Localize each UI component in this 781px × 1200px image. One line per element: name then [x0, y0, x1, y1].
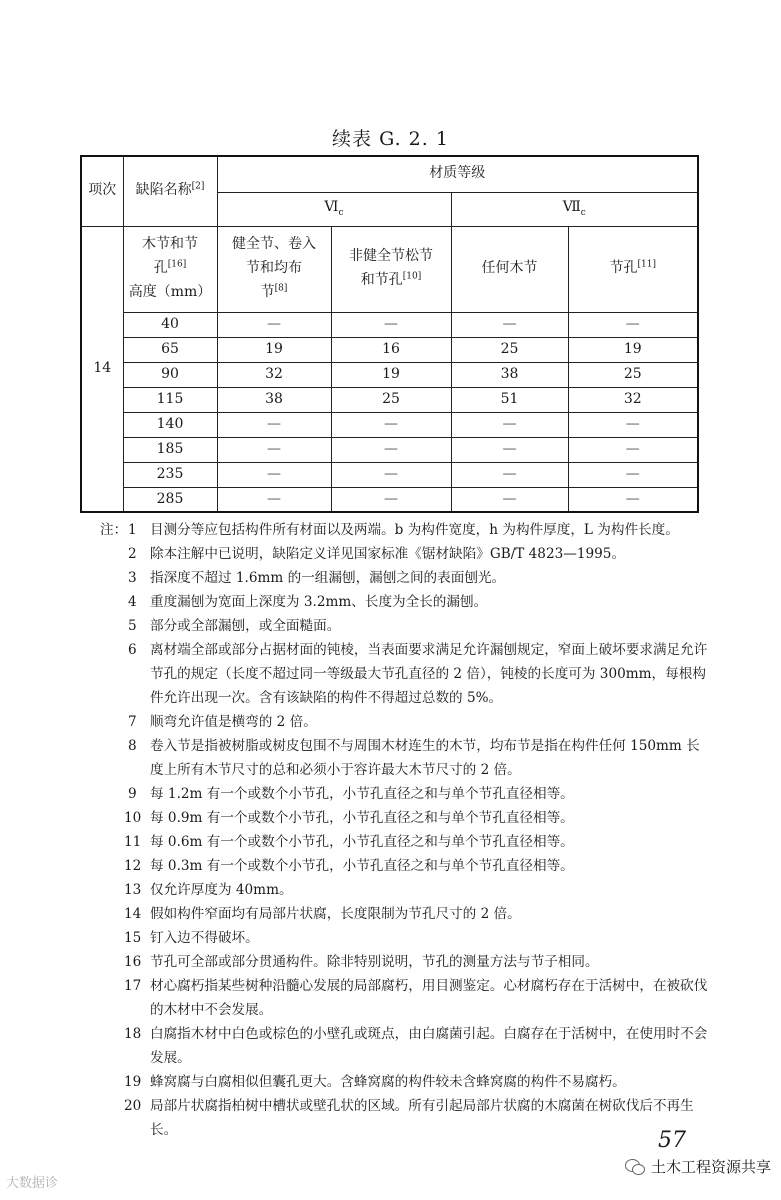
table-row — [81, 312, 698, 337]
note-item: 2 除本注解中已说明，缺陷定义详见国家标准《锯材缺陷》GB/T 4823—1995。 — [128, 546, 626, 562]
value-cell: — — [451, 312, 568, 337]
watermark-text: 土木工程资源共享 — [650, 1158, 771, 1176]
note-item: 14 假如构件窄面均有局部片状腐，长度限制为节孔尺寸的 2 倍。 — [124, 906, 521, 922]
page-number: 57 — [658, 1128, 686, 1153]
value-cell: — — [331, 462, 451, 487]
value-cell: 25 — [331, 387, 451, 412]
height-cell: 65 — [123, 337, 217, 362]
header-any-knot: 任何木节 — [451, 226, 568, 312]
value-cell: — — [451, 487, 568, 512]
value-cell: — — [568, 412, 698, 437]
header-defect: 缺陷名称[2] — [123, 156, 217, 226]
watermark-right — [625, 1156, 771, 1177]
value-cell: 19 — [331, 362, 451, 387]
note-item: 16 节孔可全部或部分贯通构件。除非特别说明，节孔的测量方法与节子相同。 — [124, 954, 599, 970]
height-cell: 115 — [123, 387, 217, 412]
header-material-grade: 材质等级 — [217, 156, 698, 192]
value-cell: — — [217, 412, 331, 437]
wechat-icon — [625, 1159, 645, 1175]
value-cell: — — [451, 462, 568, 487]
header-grade-vi: $Ⅵ_c$ — [217, 192, 451, 226]
value-cell: 16 — [331, 337, 451, 362]
value-cell: — — [568, 437, 698, 462]
value-cell: — — [331, 437, 451, 462]
note-item: 10 每 0.9m 有一个或数个小节孔，小节孔直径之和与单个节孔直径相等。 — [124, 810, 574, 826]
value-cell: 32 — [568, 387, 698, 412]
note-item: 注： 1 目测分等应包括构件所有材面以及两端。b 为构件宽度，h 为构件厚度，L 为构件长度。 — [100, 518, 710, 542]
value-cell: 51 — [451, 387, 568, 412]
value-cell: — — [568, 462, 698, 487]
header-unsound-knot: 非健全节松节 和节孔[10] — [331, 226, 451, 312]
height-cell: 90 — [123, 362, 217, 387]
value-cell: 38 — [217, 387, 331, 412]
value-cell: — — [217, 437, 331, 462]
value-cell: 19 — [568, 337, 698, 362]
value-cell: — — [451, 412, 568, 437]
note-item: 8 卷入节是指被树脂或树皮包围不与周围木材连生的木节，均布节是指在构件任何 150mm 长度上所有木节尺寸的总和必须小于容许最大木节尺寸的 2 倍。 — [128, 738, 700, 778]
note-item: 20 局部片状腐指柏树中槽状或壁孔状的区域。所有引起局部片状腐的木腐菌在树砍伐后不再生长。 — [124, 1098, 694, 1138]
note-item: 17 材心腐朽指某些树种沿髓心发展的局部腐朽，用目测鉴定。心材腐朽存在于活树中，在被砍伐的木材中不会发展。 — [124, 978, 708, 1018]
value-cell: — — [217, 487, 331, 512]
table-row — [81, 387, 698, 412]
note-item: 18 白腐指木材中白色或棕色的小壁孔或斑点，由白腐菌引起。白腐存在于活树中，在使用时不会发展。 — [124, 1026, 708, 1066]
value-cell: 19 — [217, 337, 331, 362]
defect-grade-table — [80, 155, 699, 513]
value-cell: — — [217, 462, 331, 487]
value-cell: — — [568, 312, 698, 337]
value-cell: — — [331, 312, 451, 337]
value-cell: 38 — [451, 362, 568, 387]
height-cell: 235 — [123, 462, 217, 487]
height-cell: 285 — [123, 487, 217, 512]
height-cell: 40 — [123, 312, 217, 337]
table-row — [81, 337, 698, 362]
table-caption: 续表 G. 2. 1 — [332, 128, 449, 150]
table-row — [81, 412, 698, 437]
note-item: 11 每 0.6m 有一个或数个小节孔，小节孔直径之和与单个节孔直径相等。 — [124, 834, 574, 850]
note-item: 12 每 0.3m 有一个或数个小节孔，小节孔直径之和与单个节孔直径相等。 — [124, 858, 574, 874]
header-knot-hole: 节孔[11] — [568, 226, 698, 312]
value-cell: 25 — [451, 337, 568, 362]
row-index: 14 — [81, 226, 123, 512]
header-sound-knot: 健全节、卷入 节和均布 节[8] — [217, 226, 331, 312]
value-cell: — — [331, 412, 451, 437]
value-cell: 25 — [568, 362, 698, 387]
note-item: 9 每 1.2m 有一个或数个小节孔，小节孔直径之和与单个节孔直径相等。 — [128, 786, 574, 802]
value-cell: — — [331, 487, 451, 512]
value-cell: — — [217, 312, 331, 337]
value-cell: — — [568, 487, 698, 512]
height-cell: 140 — [123, 412, 217, 437]
note-item: 4 重度漏刨为宽面上深度为 3.2mm、长度为全长的漏刨。 — [128, 594, 488, 610]
note-item: 6 离材端全部或部分占据材面的钝棱，当表面要求满足允许漏刨规定，窄面上破坏要求满足允许节孔的规定（长度不超过同一等级最大节孔直径的 2 倍），钝棱的长度可为 300mm，每根构件允许出现一次。含有该缺陷的构件不得超过总数的 5%。 — [128, 642, 708, 706]
value-cell: — — [451, 437, 568, 462]
notes-label: 注： — [100, 522, 128, 538]
value-cell: 32 — [217, 362, 331, 387]
watermark-left: 大数据诊 — [6, 1176, 59, 1191]
note-item: 3 指深度不超过 1.6mm 的一组漏刨，漏刨之间的表面刨光。 — [128, 570, 506, 586]
header-index: 项次 — [81, 156, 123, 226]
table-row — [81, 437, 698, 462]
note-item: 15 钉入边不得破坏。 — [124, 930, 259, 946]
note-item: 5 部分或全部漏刨，或全面糙面。 — [128, 618, 341, 634]
table-row — [81, 462, 698, 487]
note-item: 7 顺弯允许值是横弯的 2 倍。 — [128, 714, 317, 730]
table-row — [81, 362, 698, 387]
notes-section — [100, 518, 710, 1142]
height-cell: 185 — [123, 437, 217, 462]
header-grade-vii: $Ⅶ_c$ — [451, 192, 698, 226]
defect-name-cell: 木节和节 孔[16] 高度（mm） — [123, 226, 217, 312]
note-item: 19 蜂窝腐与白腐相似但囊孔更大。含蜂窝腐的构件较未含蜂窝腐的构件不易腐朽。 — [124, 1074, 626, 1090]
note-item: 13 仅允许厚度为 40mm。 — [124, 882, 293, 898]
table-row — [81, 487, 698, 512]
